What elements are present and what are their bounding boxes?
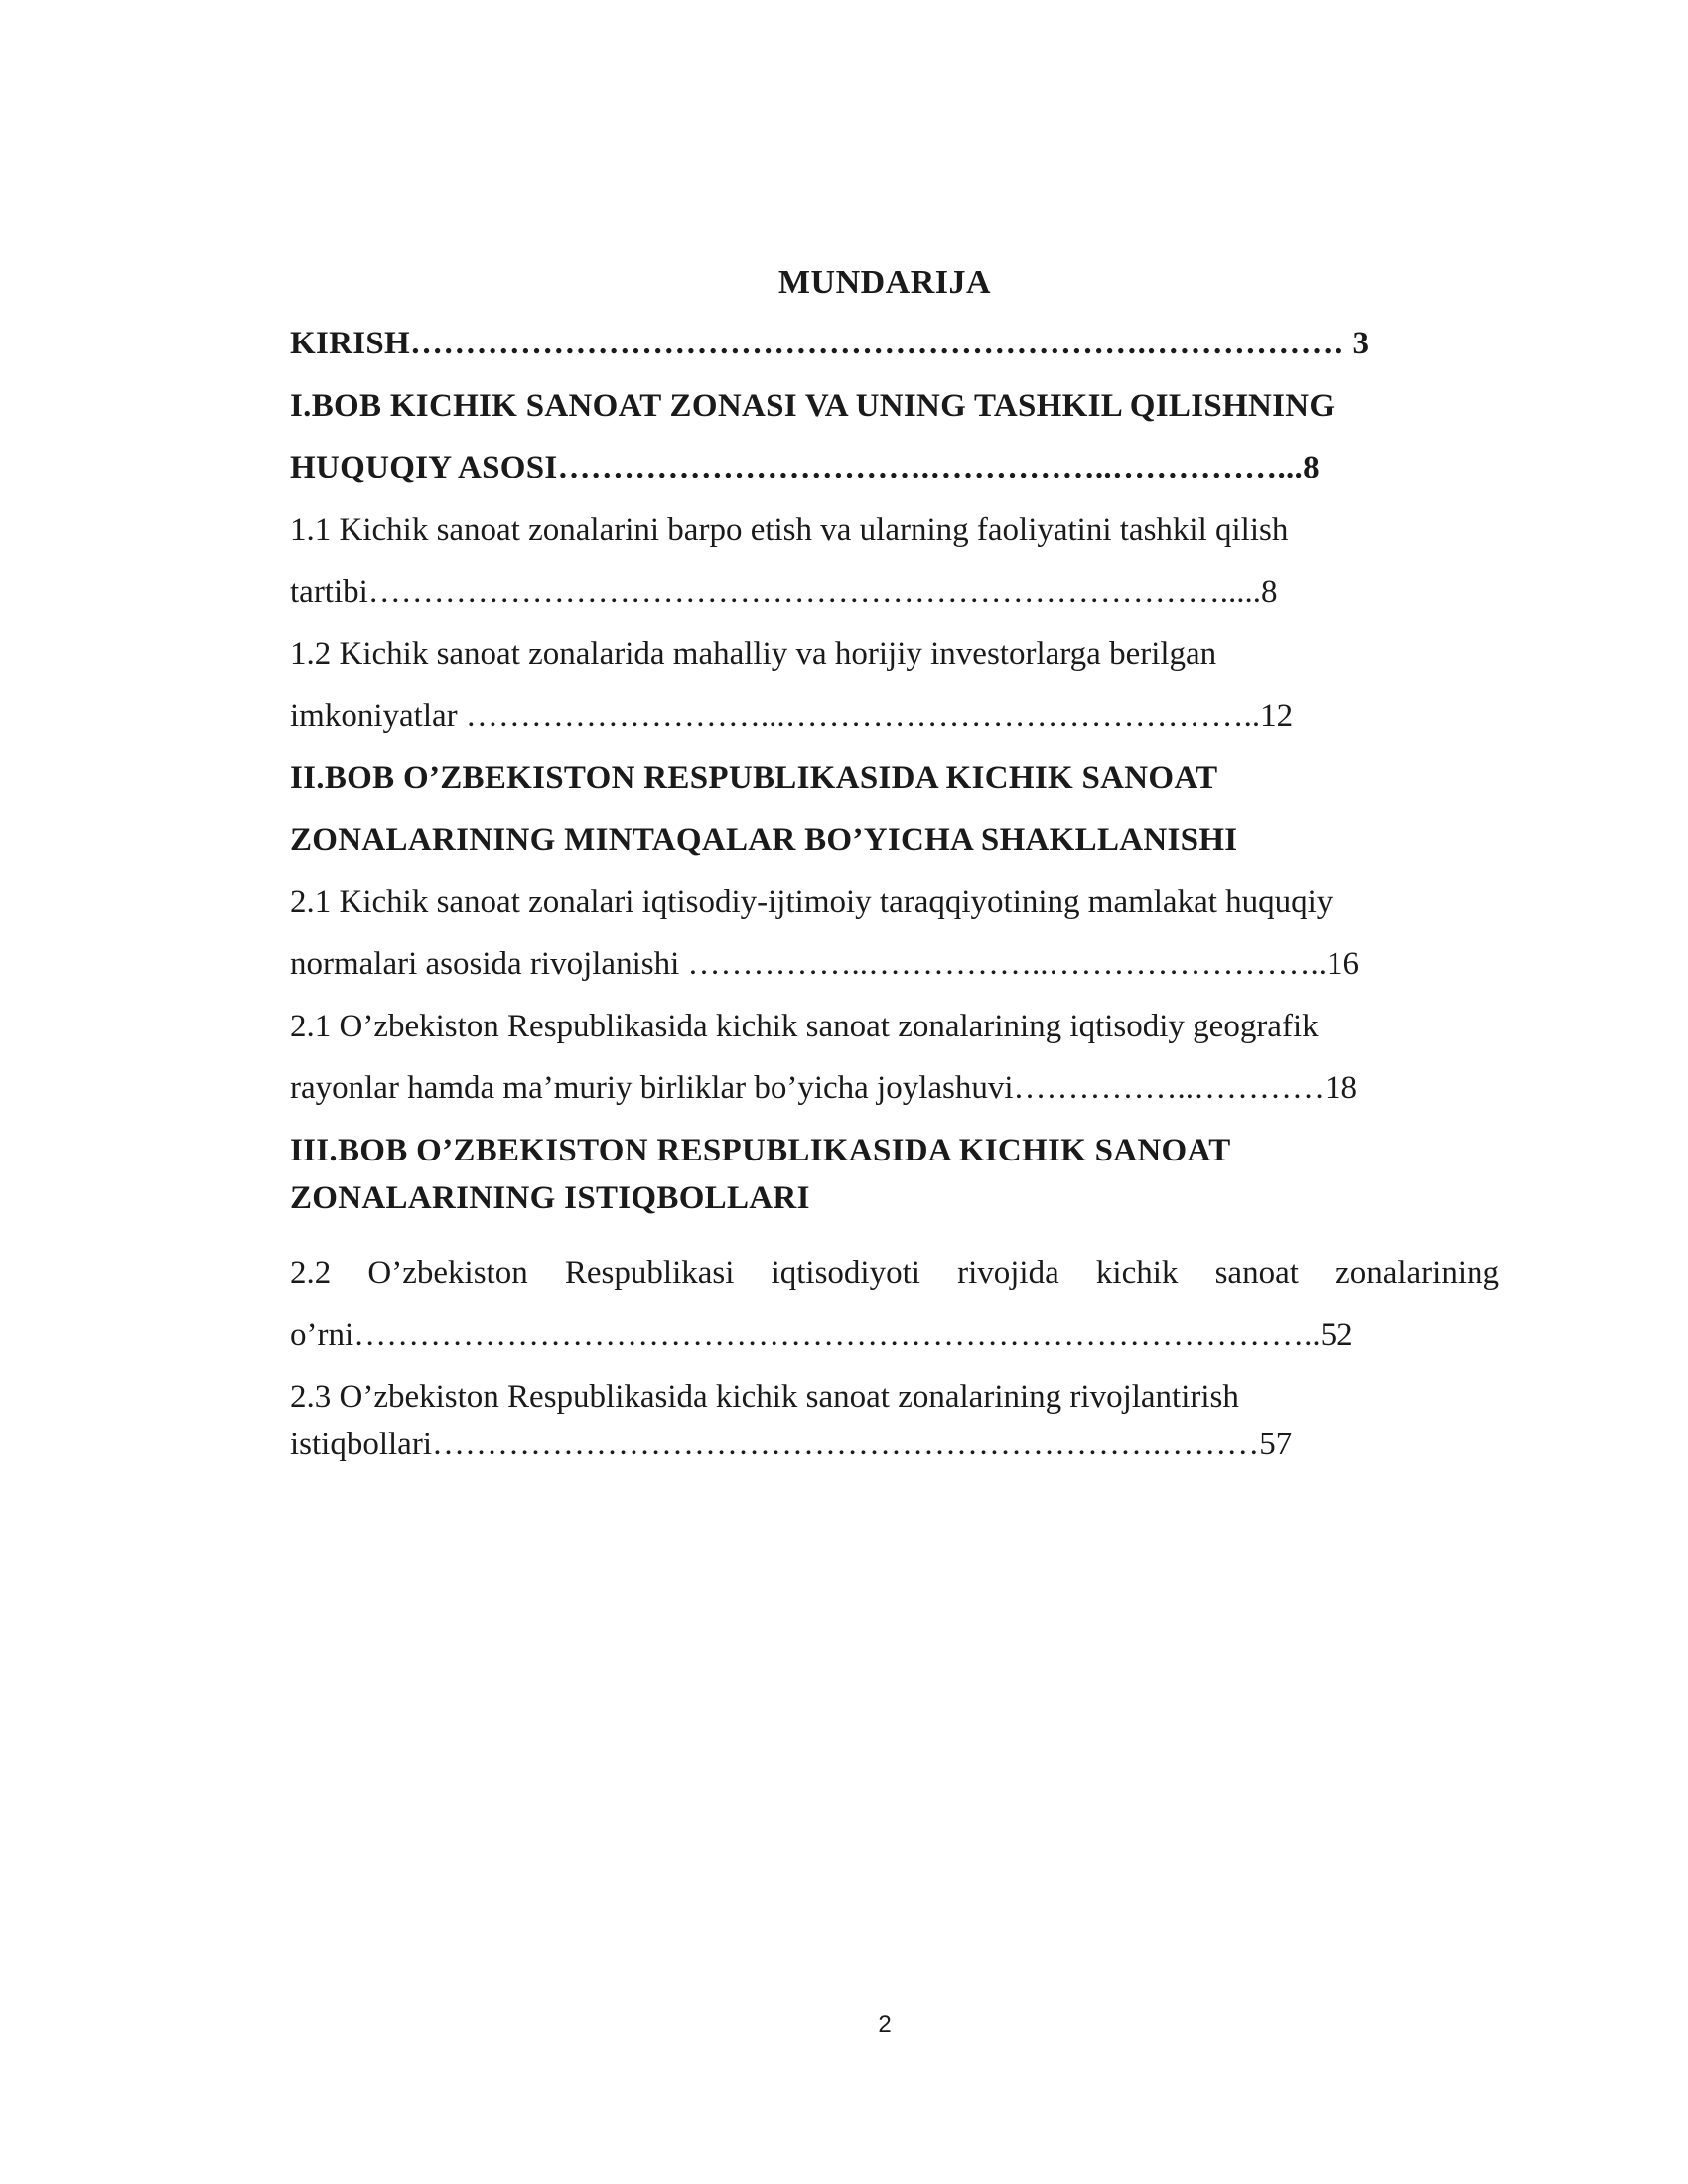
toc-section-1-2-line-2: imkoniyatlar ………………………...……………………………………..12	[290, 698, 1294, 734]
toc-section-2-1b-line-2: rayonlar hamda ma’muriy birliklar bo’yicha joylashuvi……………..…………18	[290, 1070, 1358, 1106]
toc-section-1-1-line-2: tartibi…………………………………………………………………….....8	[290, 574, 1278, 610]
toc-section-2-2-line-1: 2.2 O’zbekiston Respublikasi iqtisodiyoti rivojida kichik sanoat zonalarining	[290, 1255, 1499, 1291]
toc-section-2-1-line-1: 2.1 Kichik sanoat zonalari iqtisodiy-ijtimoiy taraqqiyotining mamlakat huquqiy	[290, 885, 1334, 920]
toc-chapter-2-line-1: II.BOB O’ZBEKISTON RESPUBLIKASIDA KICHIK SANOAT	[290, 760, 1218, 796]
toc-chapter-3-line-2: ZONALARINING ISTIQBOLLARI	[290, 1180, 810, 1216]
toc-section-2-1-line-2: normalari asosida rivojlanishi ……………..……………..……………………..16	[290, 946, 1359, 982]
page-number: 2	[878, 2011, 892, 2038]
toc-chapter-2-line-2: ZONALARINING MINTAQALAR BO’YICHA SHAKLLANISHI	[290, 822, 1238, 858]
toc-chapter-1-line-2: HUQUQIY ASOSI…………………………….……………..……………...8	[290, 450, 1320, 485]
toc-section-2-3-line-1: 2.3 O’zbekiston Respublikasida kichik sanoat zonalarining rivojlantirish	[290, 1379, 1239, 1415]
toc-section-1-2-line-1: 1.2 Kichik sanoat zonalarida mahalliy va horijiy investorlarga berilgan	[290, 636, 1217, 672]
toc-entry-kirish: KIRISH………………………………………………………….……………… 3	[290, 326, 1370, 361]
toc-title: MUNDARIJA	[777, 264, 992, 301]
toc-section-1-1-line-1: 1.1 Kichik sanoat zonalarini barpo etish va ularning faoliyatini tashkil qilish	[290, 512, 1289, 548]
toc-section-2-3-line-2: istiqbollari………………………………………………………….………57	[290, 1427, 1293, 1462]
toc-section-2-1b-line-1: 2.1 O’zbekiston Respublikasida kichik sanoat zonalarining iqtisodiy geografik	[290, 1009, 1319, 1044]
toc-section-2-2-line-2: o’rni……………………………………………………………………………..52	[290, 1317, 1353, 1353]
toc-chapter-1-line-1: I.BOB KICHIK SANOAT ZONASI VA UNING TASHKIL QILISHNING	[290, 388, 1336, 424]
toc-chapter-3-line-1: III.BOB O’ZBEKISTON RESPUBLIKASIDA KICHIK SANOAT	[290, 1133, 1231, 1168]
